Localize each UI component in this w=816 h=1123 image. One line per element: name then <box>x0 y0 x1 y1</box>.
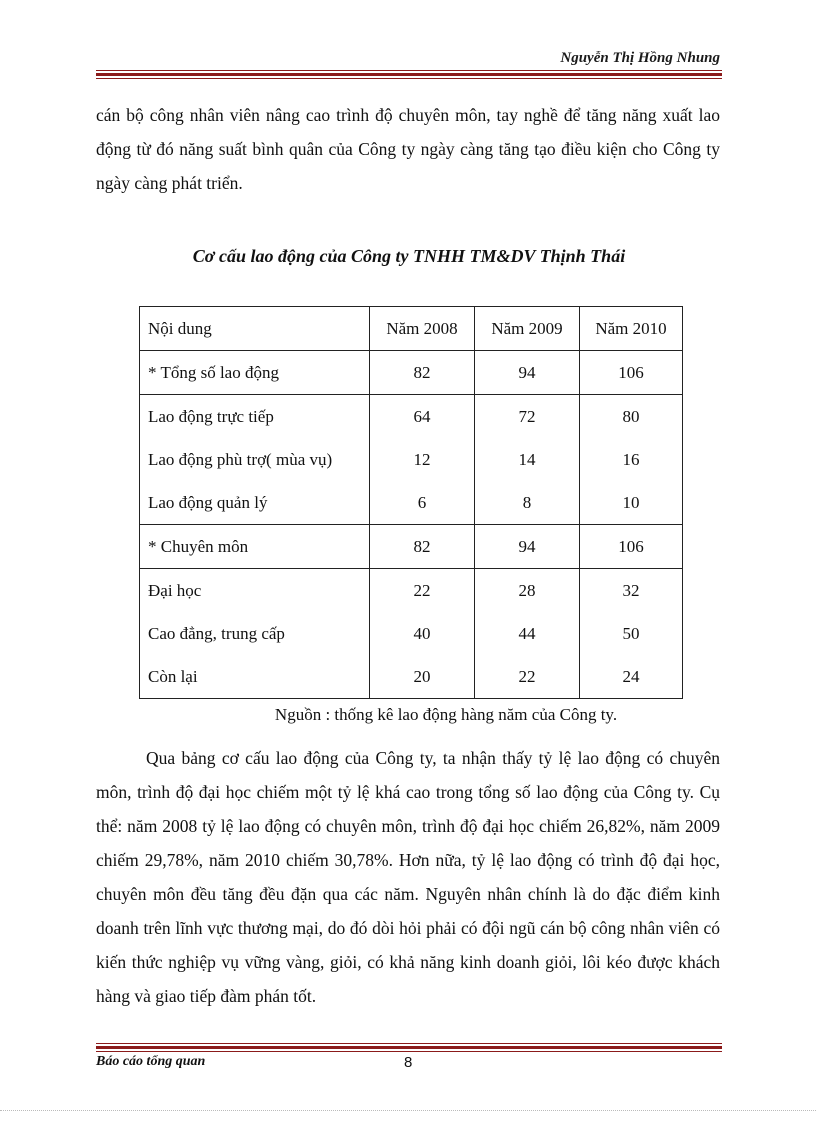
col-header-2008: Năm 2008 <box>370 307 475 351</box>
header-rule-bottom <box>96 78 722 79</box>
footer-rule-main <box>96 1046 722 1049</box>
labor-structure-table <box>139 306 683 699</box>
footer-rule-top <box>96 1043 722 1044</box>
footer-title: Báo cáo tổng quan <box>96 1054 206 1069</box>
row-label: Lao động phù trợ( mùa vụ) <box>140 438 370 481</box>
cell-2008: 40 <box>370 612 475 655</box>
cell-2008: 12 <box>370 438 475 481</box>
cell-2008: 64 <box>370 395 475 439</box>
header-rule-top <box>96 70 722 71</box>
cell-2008: 6 <box>370 481 475 525</box>
row-label: Lao động trực tiếp <box>140 395 370 439</box>
cell-2010: 50 <box>580 612 683 655</box>
header-rule-main <box>96 73 722 76</box>
table-row <box>140 351 683 395</box>
cell-2008: 82 <box>370 525 475 569</box>
footer-rule-bottom <box>96 1051 722 1052</box>
row-label: * Tổng số lao động <box>140 351 370 395</box>
cell-2009: 28 <box>475 569 580 613</box>
cell-2009: 94 <box>475 525 580 569</box>
table-row <box>140 481 683 525</box>
col-header-content: Nội dung <box>140 307 370 351</box>
cell-2010: 16 <box>580 438 683 481</box>
cell-2009: 44 <box>475 612 580 655</box>
header-author: Nguyễn Thị Hồng Nhung <box>560 50 720 66</box>
col-header-2009: Năm 2009 <box>475 307 580 351</box>
row-label: * Chuyên môn <box>140 525 370 569</box>
table-row <box>140 655 683 699</box>
cell-2009: 94 <box>475 351 580 395</box>
row-label: Lao động quản lý <box>140 481 370 525</box>
page-edge-divider <box>0 1110 816 1111</box>
cell-2008: 20 <box>370 655 475 699</box>
table-row <box>140 569 683 613</box>
cell-2010: 106 <box>580 525 683 569</box>
page-number: 8 <box>404 1054 413 1071</box>
cell-2010: 24 <box>580 655 683 699</box>
table-title: Cơ cấu lao động của Công ty TNHH TM&DV Thịnh Thái <box>192 246 626 266</box>
table-header-row <box>140 307 683 351</box>
intro-paragraph: cán bộ công nhân viên nâng cao trình độ chuyên môn, tay nghề để tăng năng xuất lao động từ đó năng suất bình quân của Công ty ngày càng tăng tạo điều kiện cho Công ty ngày càng phát triển. <box>96 105 720 193</box>
cell-2009: 14 <box>475 438 580 481</box>
cell-2010: 80 <box>580 395 683 439</box>
table-row <box>140 438 683 481</box>
row-label: Đại học <box>140 569 370 613</box>
cell-2008: 82 <box>370 351 475 395</box>
table-row <box>140 612 683 655</box>
cell-2009: 72 <box>475 395 580 439</box>
cell-2010: 10 <box>580 481 683 525</box>
table-row <box>140 395 683 439</box>
analysis-paragraph: Qua bảng cơ cấu lao động của Công ty, ta nhận thấy tỷ lệ lao động có chuyên môn, trình độ đại học chiếm một tỷ lệ khá cao trong tổng số lao động của Công ty. Cụ thể: năm 2008 tỷ lệ lao động có chuyên môn, trình độ đại học chiếm 26,82%, năm 2009 chiếm 29,78%, năm 2010 chiếm 30,78%. Hơn nữa, tỷ lệ lao động có trình độ đại học, chuyên môn đều tăng đều đặn qua các năm. Nguyên nhân chính là do đặc điểm kinh doanh trên lĩnh vực thương mại, do đó dòi hỏi phải có đội ngũ cán bộ công nhân viên có kiến thức nghiệp vụ vững vàng, giỏi, có khả năng kinh doanh giỏi, lôi kéo được khách hàng và giao tiếp đàm phán tốt. <box>96 748 720 1006</box>
cell-2008: 22 <box>370 569 475 613</box>
cell-2010: 106 <box>580 351 683 395</box>
cell-2009: 8 <box>475 481 580 525</box>
col-header-2010: Năm 2010 <box>580 307 683 351</box>
table-source-note: Nguồn : thống kê lao động hàng năm của Công ty. <box>274 705 618 724</box>
table-row <box>140 525 683 569</box>
row-label: Còn lại <box>140 655 370 699</box>
cell-2009: 22 <box>475 655 580 699</box>
row-label: Cao đẳng, trung cấp <box>140 612 370 655</box>
cell-2010: 32 <box>580 569 683 613</box>
